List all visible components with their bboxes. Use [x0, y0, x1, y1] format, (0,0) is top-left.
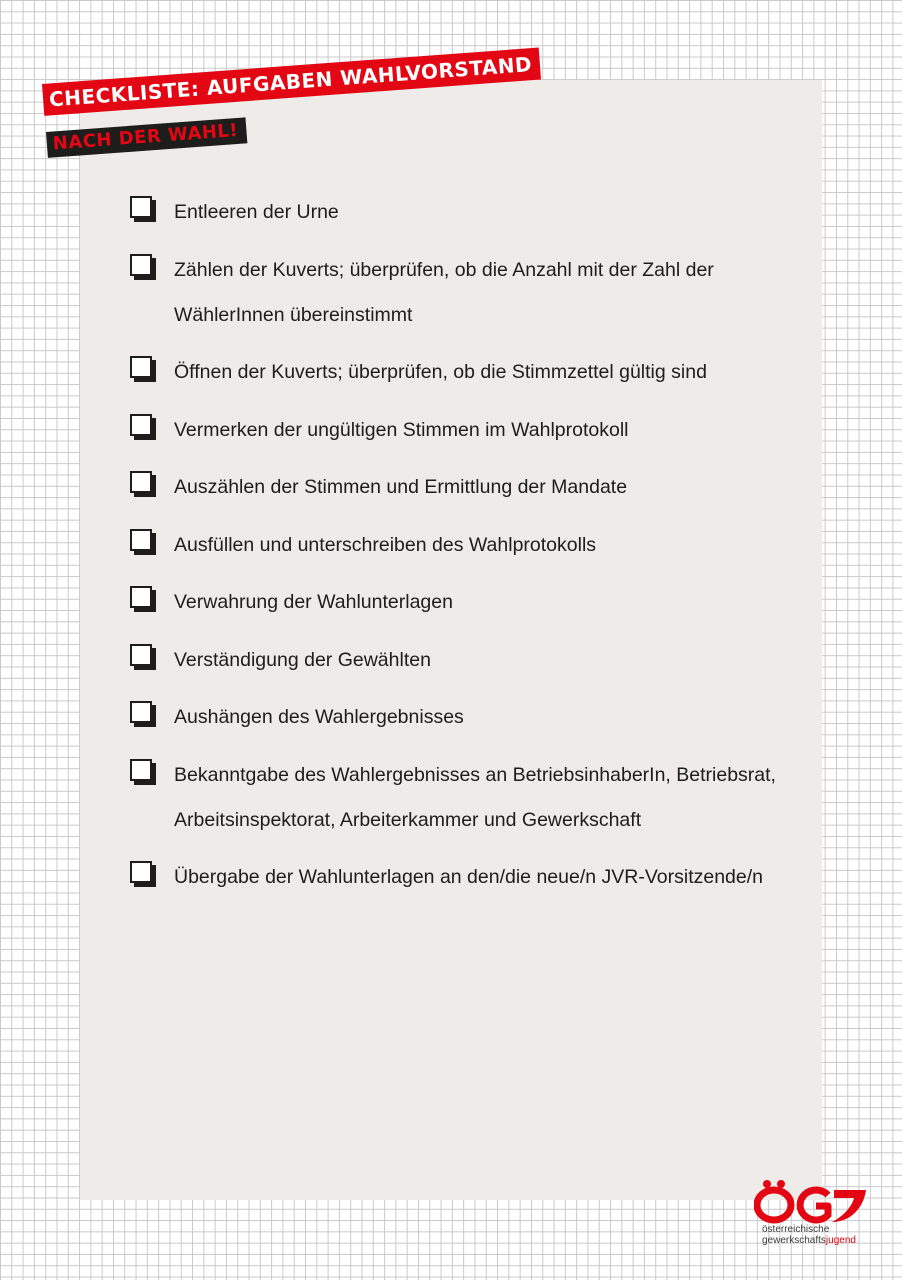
checklist-item[interactable]	[128, 855, 808, 900]
logo-text-line2-part1: gewerkschafts	[762, 1235, 826, 1246]
checklist-item-text: Verwahrung der Wahlunterlagen	[174, 591, 453, 613]
checklist-item-text: Aushängen des Wahlergebnisses	[174, 706, 464, 728]
subtitle-banner: NACH DER WAHL!	[46, 117, 247, 158]
checklist-item-text: Zählen der Kuverts; überprüfen, ob die Anzahl mit der Zahl der	[174, 258, 714, 281]
checklist-item-text-continued: WählerInnen übereinstimmt	[174, 303, 413, 326]
checklist-item-text: Ausfüllen und unterschreiben des Wahlprotokolls	[174, 533, 597, 556]
checklist-item-text: Bekanntgabe des Wahlergebnisses an BetriebsinhaberIn, Betriebsrat,	[174, 763, 776, 786]
title-banner: CHECKLISTE: AUFGABEN WAHLVORSTAND	[42, 48, 541, 116]
checklist-item-text-continued: Arbeitsinspektorat, Arbeiterkammer und Gewerkschaft	[174, 808, 642, 831]
oegj-logo-mark-icon	[754, 1178, 870, 1224]
checkbox-icon[interactable]	[130, 759, 152, 781]
logo-text-line2	[762, 1235, 856, 1246]
checklist-item[interactable]	[128, 695, 808, 740]
checklist-item[interactable]	[128, 638, 808, 683]
checklist-item[interactable]	[128, 580, 808, 625]
checkbox-icon[interactable]	[130, 861, 152, 883]
checklist-item-text: Verständigung der Gewählten	[174, 648, 431, 671]
checklist	[128, 190, 808, 913]
checkbox-icon[interactable]	[130, 529, 152, 551]
checkbox-icon[interactable]	[130, 644, 152, 666]
checklist-item-text: Auszählen der Stimmen und Ermittlung der Mandate	[174, 476, 628, 498]
checkbox-icon[interactable]	[130, 471, 152, 493]
logo-text-line1: österreichische	[762, 1224, 830, 1235]
checklist-item[interactable]	[128, 248, 808, 338]
oegj-logo-wordmark	[762, 1224, 856, 1246]
checklist-item[interactable]	[128, 190, 808, 235]
checklist-item-text: Entleeren der Urne	[174, 201, 339, 223]
logo-text-line2-part2: jugend	[825, 1235, 856, 1246]
checkbox-icon[interactable]	[130, 196, 152, 218]
checkbox-icon[interactable]	[130, 254, 152, 276]
checklist-item[interactable]	[128, 465, 808, 510]
checkbox-icon[interactable]	[130, 701, 152, 723]
checkbox-icon[interactable]	[130, 586, 152, 608]
checklist-item[interactable]	[128, 350, 808, 395]
checklist-item[interactable]	[128, 523, 808, 568]
checklist-item[interactable]	[128, 753, 808, 843]
checkbox-icon[interactable]	[130, 356, 152, 378]
oegj-logo	[752, 1178, 870, 1250]
checkbox-icon[interactable]	[130, 414, 152, 436]
checklist-item-text: Vermerken der ungültigen Stimmen im Wahlprotokoll	[174, 418, 629, 441]
checklist-item-text: Öffnen der Kuverts; überprüfen, ob die Stimmzettel gültig sind	[174, 361, 707, 383]
checklist-item[interactable]	[128, 408, 808, 453]
checklist-item-text: Übergabe der Wahlunterlagen an den/die neue/n JVR-Vorsitzende/n	[174, 866, 763, 888]
